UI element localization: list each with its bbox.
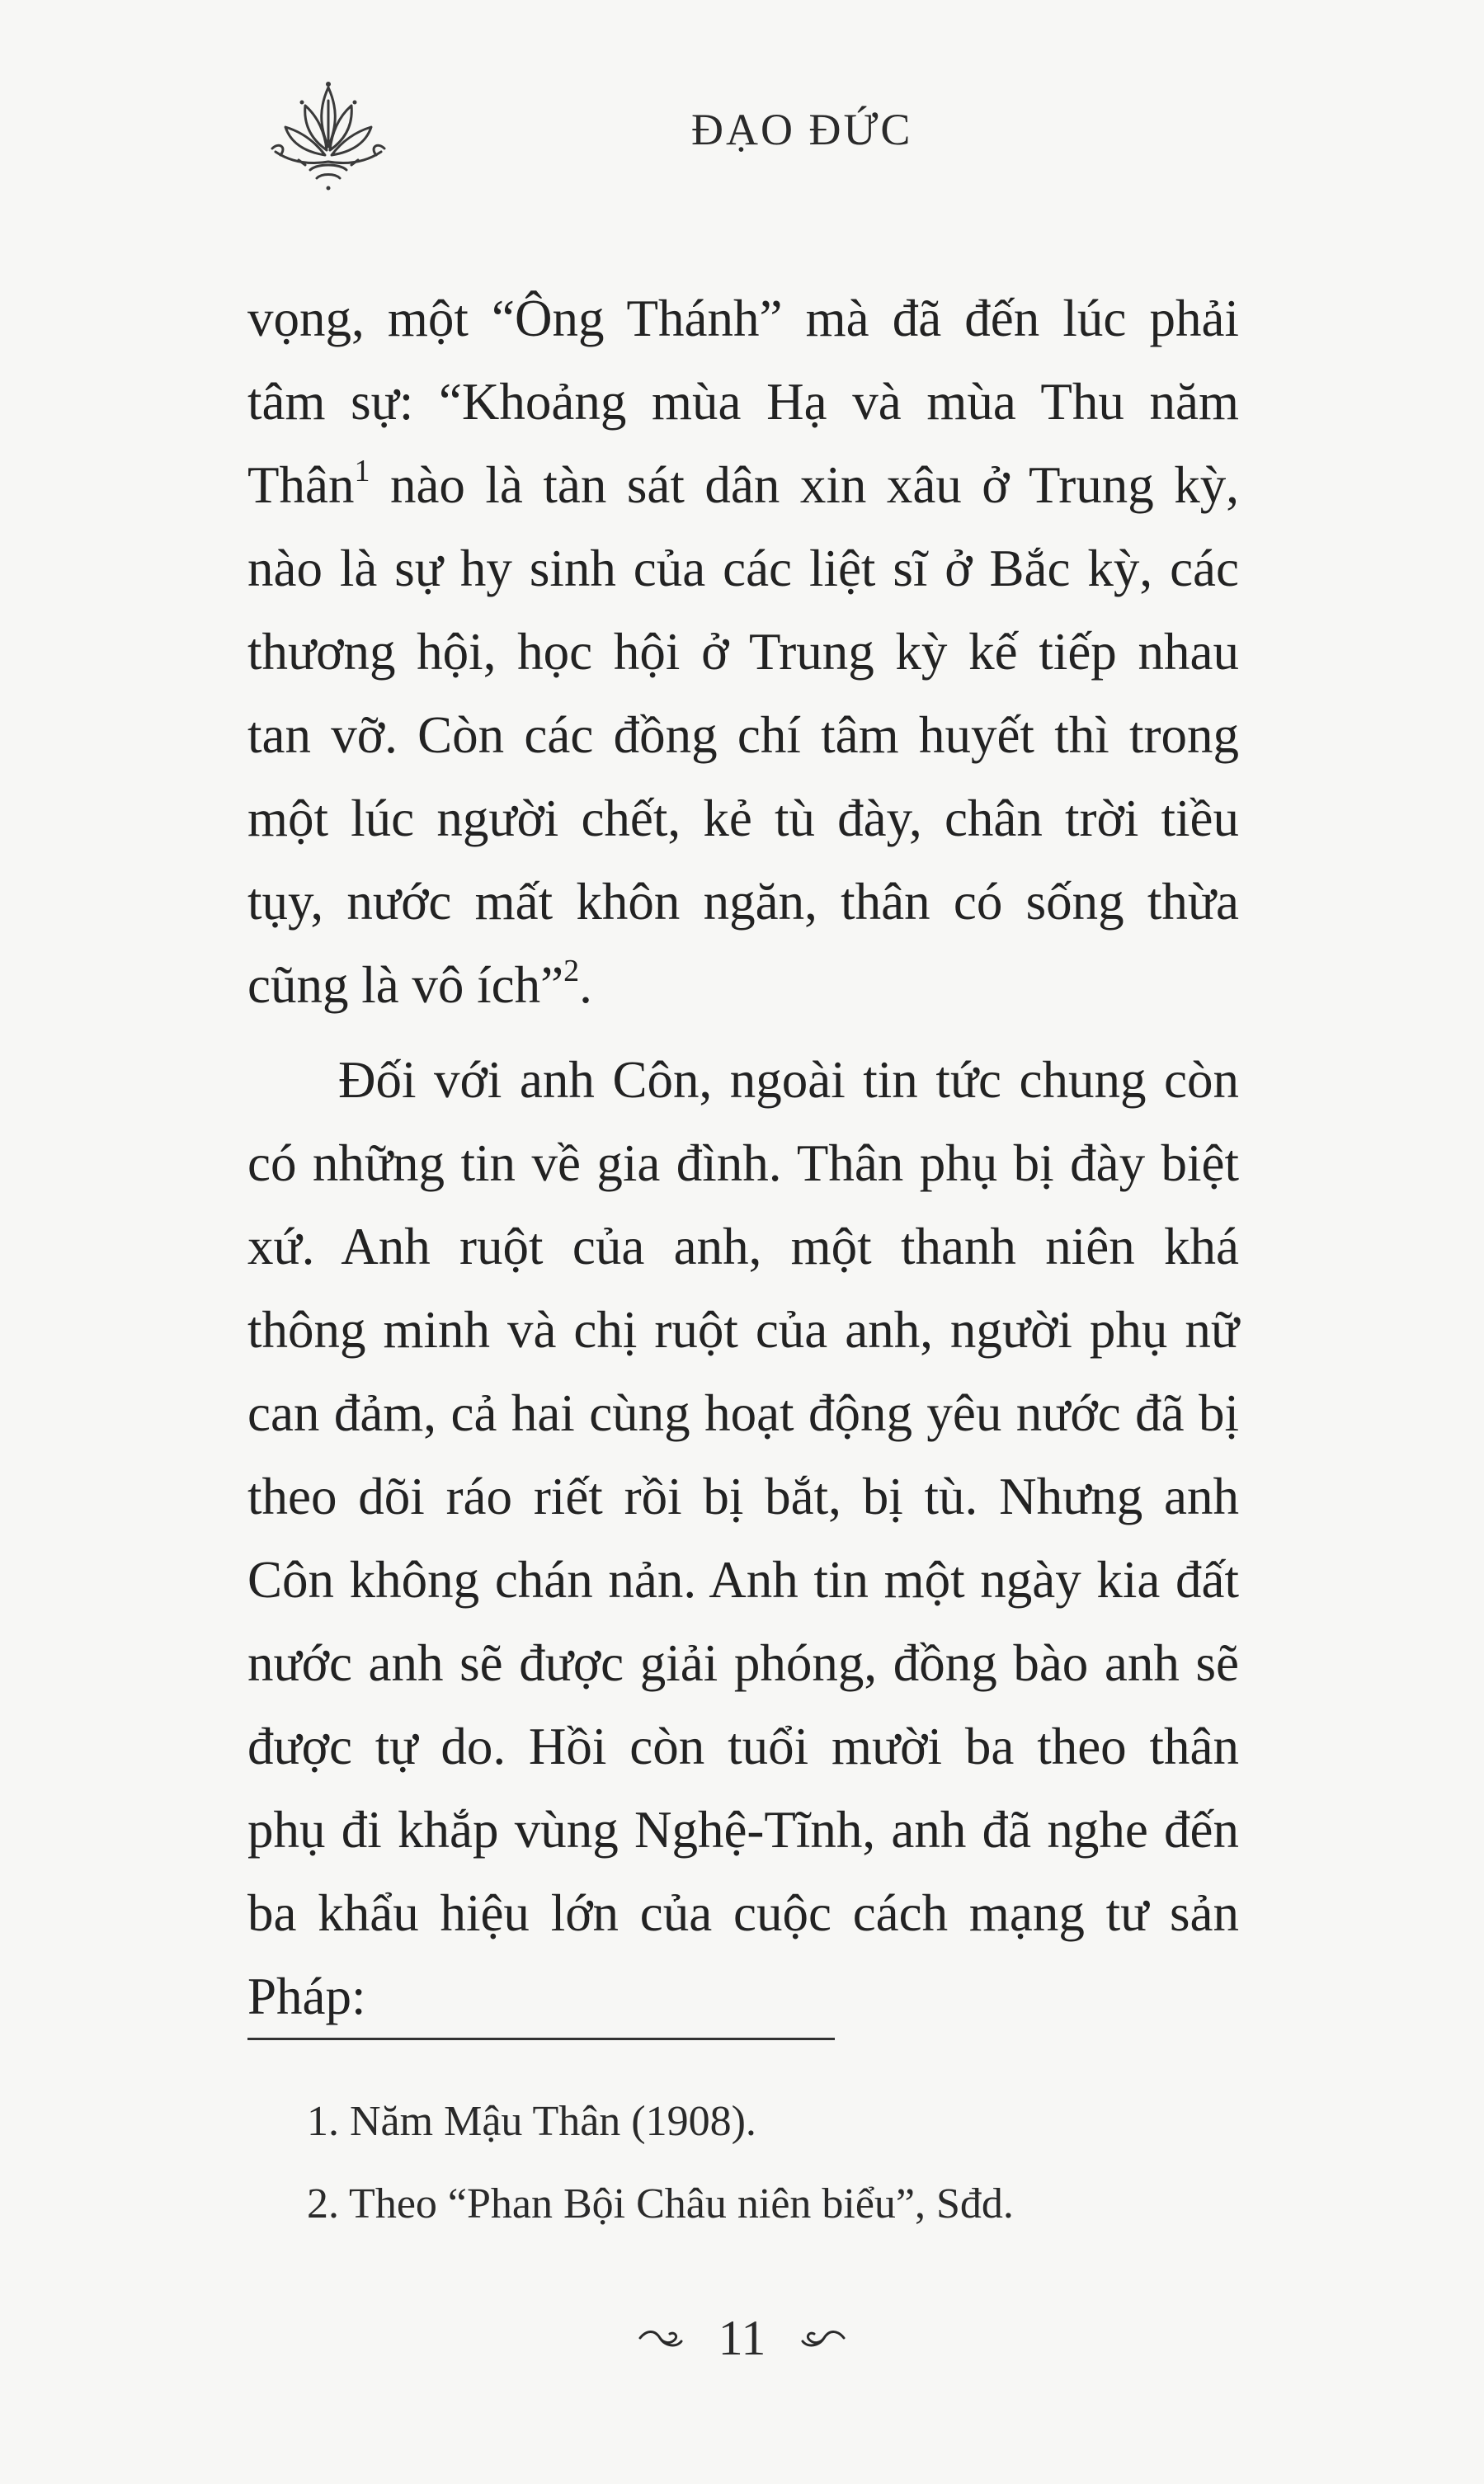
paragraph-text: nào là tàn sát dân xin xâu ở Trung kỳ, nào là sự hy sinh của các liệt sĩ ở Bắc kỳ, các thương hội, học hội ở Trung kỳ kế tiếp nhau tan vỡ. Còn các đồng chí tâm huyết thì trong một lúc người chết, kẻ tù đày, chân trời tiều tụy, nước mất khôn ngăn, thân có sống thừa cũng là vô ích” [247,456,1239,1014]
lotus-icon [262,73,394,205]
footnotes [307,2081,1231,2246]
paragraph [247,277,1239,1027]
page-footer [0,2308,1484,2366]
paragraph: Đối với anh Côn, ngoài tin tức chung còn có những tin về gia đình. Thân phụ bị đày biệt xứ. Anh ruột của anh, một thanh niên khá thông minh và chị ruột của anh, người phụ nữ can đảm, cả hai cùng hoạt động yêu nước đã bị theo dõi ráo riết rồi bị bắt, bị tù. Nhưng anh Côn không chán nản. Anh tin một ngày kia đất nước anh sẽ được giải phóng, đồng bào anh sẽ được tự do. Hồi còn tuổi mười ba theo thân phụ đi khắp vùng Nghệ-Tĩnh, anh đã nghe đến ba khẩu hiệu lớn của cuộc cách mạng tư sản Pháp: [247,1051,1239,2025]
page-number: 11 [718,2311,766,2366]
footnote-ref: 1 [354,454,370,488]
footnote-ref: 2 [563,954,580,988]
footnote: 2. Theo “Phan Bội Châu niên biểu”, Sđd. [307,2180,1014,2227]
paragraph-text: . [579,956,592,1014]
swirl-left-icon [637,2326,685,2350]
running-title: ĐẠO ĐỨC [691,105,913,154]
footnote-divider [247,2038,835,2040]
swirl-right-icon [799,2326,847,2350]
paragraph-text: vọng, một “Ông Thánh” mà đã đến lúc phải tâm sự: “Khoảng mùa Hạ và mùa Thu năm Thân [247,290,1239,514]
page-header [0,0,1484,198]
body-text [247,277,1239,2039]
footnote: 1. Năm Mậu Thân (1908). [307,2098,756,2145]
